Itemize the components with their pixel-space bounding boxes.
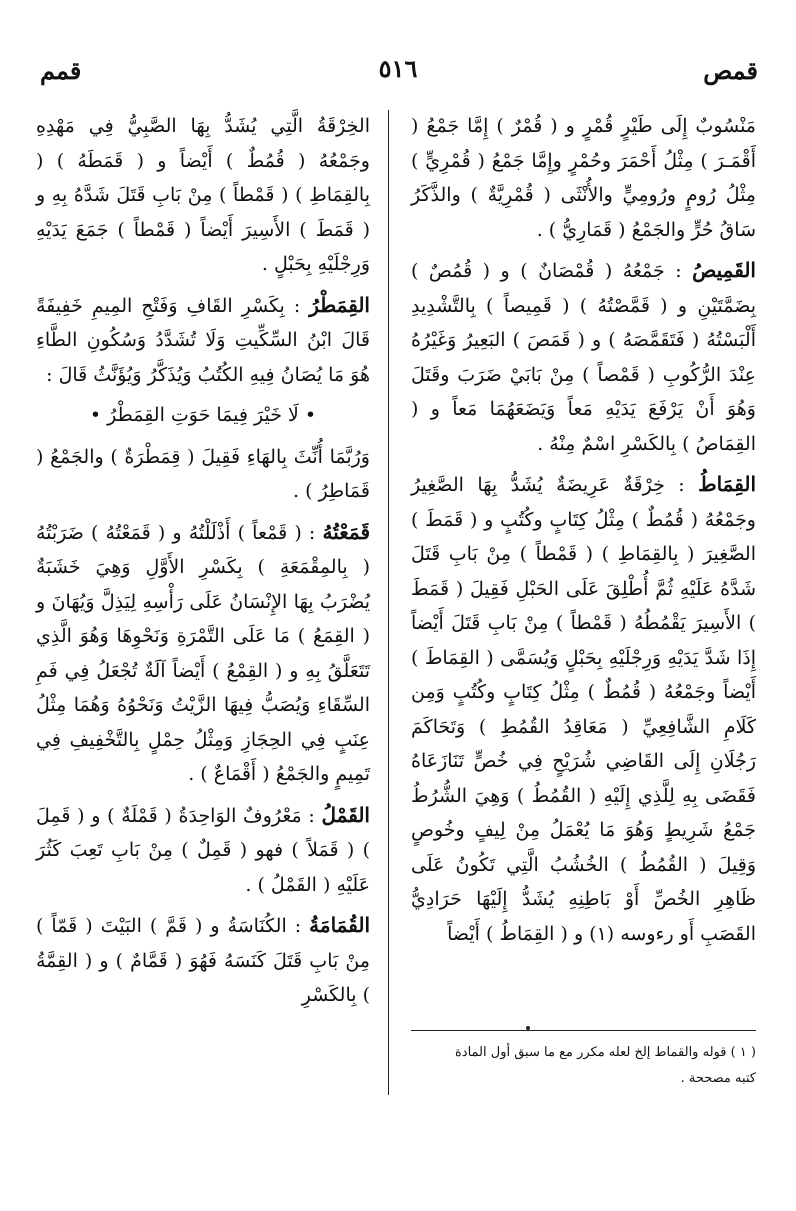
entry [36,515,370,792]
footnote-line: ( ١ ) قوله والقماط إلخ لعله مكرر مع ما سبق أول المادة [454,1045,756,1060]
entry-text: : ( قَمْعاً ) أَذْلَلْتُهُ و ( قَمَعْتُهُ ) ضَرَبْتُهُ ( بِالمِقْمَعَةِ ) بِكَسْرِ الأَوَّلِ وَهِيَ خَشَبَةٌ يُضْرَبُ بِهَا الإِنْسَانُ عَلَى رَأْسِهِ لِيَذِلَّ وَيُهَانَ و ( القِمَعُ ) مَا عَلَى التَّمْرَةِ وَنَحْوِهَا وَهُوَ الَّذِي تَتَعَلَّقُ بِهِ و ( القِمْعُ ) أَيْضاً آلَةٌ تُجْعَلُ فِي فَمِ السِّقَاءِ وَيُصَبُّ فِيهَا الزَّيْتُ وَنَحْوُهُ وَهُمَا مِثْلُ عِنَبٍ فِي الحِجَازِ وَمِثْلُ حِمْلٍ بِالتَّخْفِيفِ فِي تَمِيمٍ والجَمْعُ ( أَقْمَاعٌ ) . [36,521,370,785]
entry-text: : مَعْرُوفٌ الوَاحِدَةُ ( قَمْلَةٌ ) و ( قَمِلَ ) ( قَمَلاً ) فهو ( قَمِلٌ ) مِنْ بَابِ تَعِبَ كَثُرَ عَلَيْهِ ( القَمْلُ ) . [36,804,370,896]
entry [411,253,756,461]
headword: القِمَاطُ [698,472,756,496]
entry [36,108,370,282]
headword: القَمِيصُ [692,258,756,282]
entry-text: مَنْسُوبٌ إِلَى طَيْرٍ قُمْرٍ و ( قُمْرٌ ) إِمَّا جَمْعُ ( أَقْمَـرَ ) مِثْلُ أَحْمَرَ وحُمْرٍ وإِمَّا جَمْعُ ( قُمْرِيٍّ ) مِثْلُ رُومٍ ورُومِيٍّ والأُنْثَى ( قُمْرِيَّةٌ ) والذَّكَرُ سَاقُ حُرٍّ والجَمْعُ ( قَمَارِيُّ ) . [411,115,756,241]
left-column [36,108,370,1019]
headword: القِمَطْرُ [309,292,370,317]
header-left-root: قمم [40,56,82,85]
headword: القُمَامَةُ [309,913,370,937]
footnote-rule [411,1030,756,1031]
entry [411,108,756,247]
entry [36,798,370,903]
poetry-verse: • لَا خَيْرَ فِيمَا حَوَتِ القِمَطْرُ • [89,404,317,426]
entry-text: : خِرْقَةٌ عَرِيضَةٌ يُشَدُّ بِهَا الصَّغِيرُ وجَمْعُهُ ( قُمُطٌ ) مِثْلُ كِتَابٍ وكُتُبٍ و ( قَمَطَ ) الصَّغِيرَ ( بِالقِمَاطِ ) ( قَمْطاً ) مِنْ بَابِ قَتَلَ شَدَّهُ عَلَيْهِ ثُمَّ أُطْلِقَ عَلَى الحَبْلِ فَقِيلَ ( قَمَطَ ) الأَسِيرَ يَقْمُطُهُ ( قَمْطاً ) مِنْ بَابِ قَتَلَ أَيْضاً إِذَا شَدَّ يَدَيْهِ وَرِجْلَيْهِ بِحَبْلٍ وَيُسَمَّى ( القِمَاطَ ) أَيْضاً وجَمْعُهُ ( قُمُطٌ ) مِثْلُ كِتَابٍ وكُتُبٍ وَمِن كَلَامِ الشَّافِعِيِّ ( مَعَاقِدُ القُمُطِ ) وَتَحَاكَمَ رَجُلَانِ إِلَى القَاضِي شُرَيْحٍ فِي خُصٍّ تَنَازَعَاهُ فَقَضَى بِهِ لِلَّذِي إِلَيْهِ ( القُمُطُ ) وَهِيَ الشُّرُطُ جَمْعُ شَرِيطٍ وَهُوَ مَا يُعْمَلُ مِنْ لِيفٍ وخُوصٍ وَقِيلَ ( القُمُطُ ) الخُشُبُ الَّتِي تَكُونُ عَلَى ظَاهِرِ الخُصِّ أَوْ بَاطِنِهِ يُشَدُّ إِلَيْهَا حَرَادِيُّ القَصَبِ أَو رءوسه (١) و ( القِمَاطُ ) أَيْضاً [411,474,756,945]
headword: القَمْلُ [321,802,370,827]
entry [36,908,370,1013]
separator-dot [526,1026,530,1030]
right-column [411,108,756,957]
entry-text: الخِرْقَةُ الَّتِي يُشَدُّ بِهَا الصَّبِيُّ فِي مَهْدِهِ وجَمْعُهُ ( قُمُطٌ ) أَيْضاً و ( قَمَطَهُ ) ( بِالقِمَاطِ ) ( قَمْطاً ) مِنْ بَابِ قَتَلَ شَدَّهُ بِهِ و ( قَمَطَ ) الأَسِيرَ أَيْضاً ( قَمْطاً ) جَمَعَ يَدَيْهِ وَرِجْلَيْهِ بِحَبْلٍ . [36,115,370,275]
entry-text: : جَمْعُهُ ( قُمْصَانٌ ) و ( قُمُصٌ ) بِضَمَّتَيْنِ و ( قَمَّصْتُهُ ) ( قَمِيصاً ) بِالتَّشْدِيدِ أَلْبَسْتُهُ ( فَتَقَمَّصَهُ ) و ( قَمَصَ ) البَعِيرُ وَغَيْرُهُ عِنْدَ الرُّكُوبِ ( قَمْصاً ) مِنْ بَابَيْ ضَرَبَ وقَتَلَ وَهُوَ أَنْ يَرْفَعَ يَدَيْهِ مَعاً وَيَضَعَهُمَا مَعاً و ( القِمَاصُ ) بِالكَسْرِ اسْمٌ مِنْهُ . [411,260,756,455]
entry [36,439,370,509]
page-header [30,48,766,96]
footnote [411,1040,756,1092]
footnote-line: كتبه مصححة . [680,1071,756,1086]
column-divider [388,110,389,1095]
entry-text: : الكُنَاسَةُ و ( قَمَّ ) البَيْتَ ( قَمّاً ) مِنْ بَابِ قَتَلَ كَنَسَهُ فَهُوَ ( قَمَّامٌ ) و ( القِمَّةُ ) بِالكَسْرِ [36,915,370,1006]
entry-text: وَرُبَّمَا أُنِّثَ بِالهَاءِ فَقِيلَ ( قِمَطْرَةٌ ) والجَمْعُ ( قَمَاطِرُ ) . [36,445,370,502]
page-number: ٥١٦ [378,54,418,83]
entry-text: : بِكَسْرِ القَافِ وَفَتْحِ المِيمِ خَفِيفَةً قَالَ ابْنُ السِّكِّيتِ وَلَا تُشَدَّدُ وَسُكُونِ الطَّاءِ هُوَ مَا يُصَانُ فِيهِ الكُتُبُ وَيُذَكَّرُ وَيُؤَنَّثُ قَالَ : [36,294,370,386]
headword: قَمَعْتُهُ [322,519,370,544]
entry [36,288,370,393]
header-right-root: قمص [703,56,758,85]
entry [411,467,756,951]
